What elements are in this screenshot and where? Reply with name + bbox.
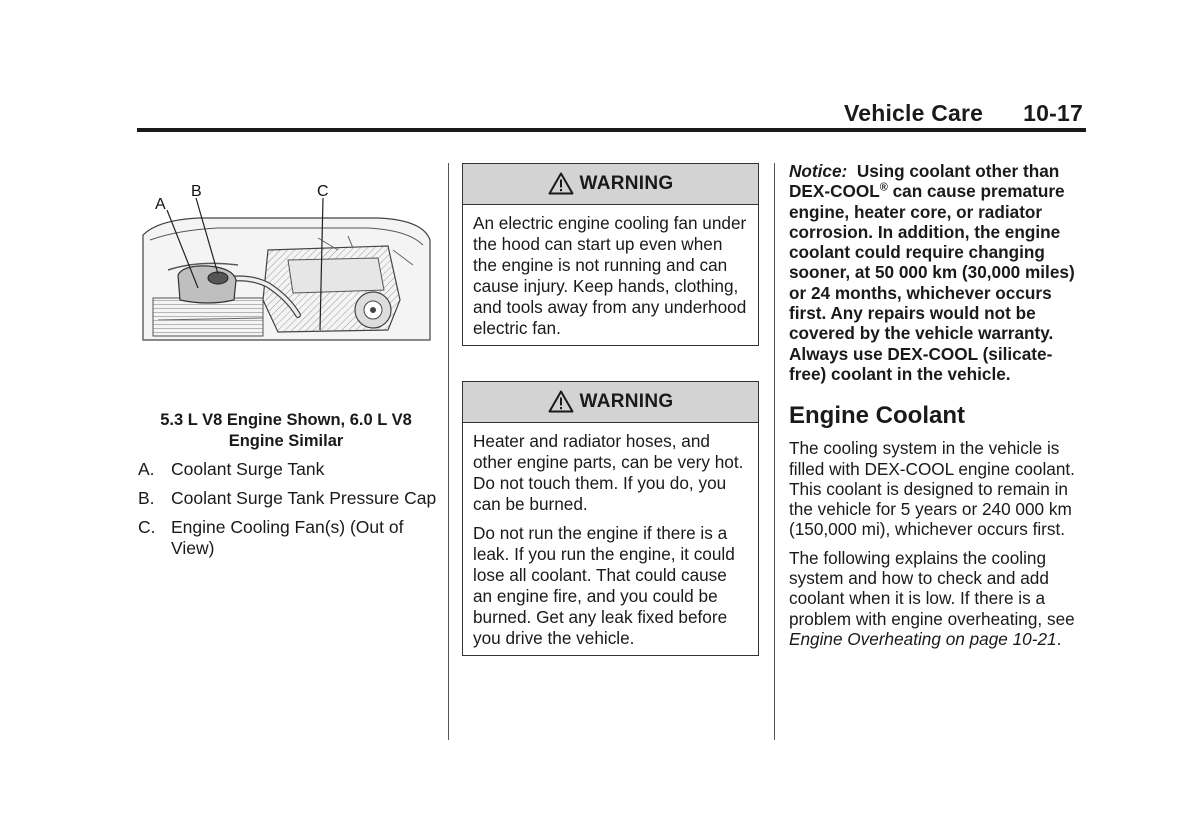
column-divider-left bbox=[448, 163, 449, 740]
registered-mark: ® bbox=[879, 181, 888, 194]
warning-triangle-icon bbox=[548, 390, 574, 413]
warning-header bbox=[463, 382, 758, 423]
warning-header bbox=[463, 164, 758, 205]
notice-label: Notice: bbox=[789, 161, 848, 181]
warning-box-fan bbox=[462, 163, 759, 346]
warning-paragraph: Do not run the engine if there is a leak. If you run the engine, it could lose all coolant. That could cause an engine fire, and you could be burned. Get any leak fixed before you drive the vehicle. bbox=[473, 523, 735, 648]
legend-text: Engine Cooling Fan(s) (Out of View) bbox=[171, 517, 404, 558]
legend-item bbox=[138, 488, 438, 509]
warning-title: WARNING bbox=[579, 391, 674, 412]
notice-text-start: Using coolant other than DEX-COOL bbox=[789, 161, 1060, 202]
engine-illustration bbox=[138, 180, 433, 350]
warning-paragraph: Heater and radiator hoses, and other engine parts, can be very hot. Do not touch them. If you do, you can be burned. bbox=[473, 431, 744, 514]
coolant-paragraph-2 bbox=[789, 548, 1089, 649]
figure-caption: 5.3 L V8 Engine Shown, 6.0 L V8 Engine Similar bbox=[160, 411, 412, 450]
legend-text: Coolant Surge Tank bbox=[171, 459, 325, 479]
notice-block bbox=[789, 161, 1089, 384]
warning-body bbox=[463, 423, 758, 655]
header-rule bbox=[137, 128, 1086, 132]
warning-box-hoses bbox=[462, 381, 759, 656]
notice-text-end: can cause premature engine, heater core, or radiator corrosion. In addition, the engine coolant could require changing sooner, at 50 000 km (30,000 miles) or 24 months, whichever occurs first. Any repairs would not be covered by the vehicle warranty. Always use DEX-COOL (silicate-free) coolant in the vehicle. bbox=[789, 181, 1075, 384]
callout-c: C bbox=[317, 183, 329, 200]
page-header bbox=[844, 100, 1083, 127]
coolant-paragraph-1: The cooling system in the vehicle is filled with DEX-COOL engine coolant. This coolant is designed to remain in the vehicle for 5 years or 240 000 km (150,000 mi), whichever occurs first. bbox=[789, 438, 1075, 540]
right-column bbox=[789, 161, 1089, 657]
column-divider-right bbox=[774, 163, 775, 740]
legend-item bbox=[138, 517, 438, 559]
figure-legend bbox=[138, 459, 438, 567]
section-heading: Engine Coolant bbox=[789, 402, 965, 430]
coolant-paragraph-2-end: . bbox=[1056, 628, 1062, 649]
engine-bay-drawing bbox=[138, 180, 433, 350]
coolant-paragraph-2-text: The following explains the cooling system and how to check and add coolant when it is low. If there is a problem with engine overheating, see bbox=[789, 547, 1075, 629]
engine-overheating-link[interactable]: Engine Overheating on page 10-21 bbox=[789, 628, 1057, 649]
callout-a: A bbox=[155, 196, 166, 213]
warning-title: WARNING bbox=[579, 173, 674, 194]
warning-body bbox=[463, 205, 758, 345]
legend-letter: C. bbox=[138, 517, 156, 537]
callout-b: B bbox=[191, 183, 202, 200]
legend-item bbox=[138, 459, 438, 480]
legend-letter: B. bbox=[138, 488, 155, 508]
legend-letter: A. bbox=[138, 459, 155, 479]
section-title: Vehicle Care bbox=[843, 100, 984, 126]
warning-paragraph: An electric engine cooling fan under the hood can start up even when the engine is not running and can cause injury. Keep hands, clothing, and tools away from any underhood electric fan. bbox=[473, 213, 747, 338]
page-number: 10-17 bbox=[1023, 100, 1083, 126]
warning-triangle-icon bbox=[548, 172, 574, 195]
legend-text: Coolant Surge Tank Pressure Cap bbox=[171, 488, 437, 508]
